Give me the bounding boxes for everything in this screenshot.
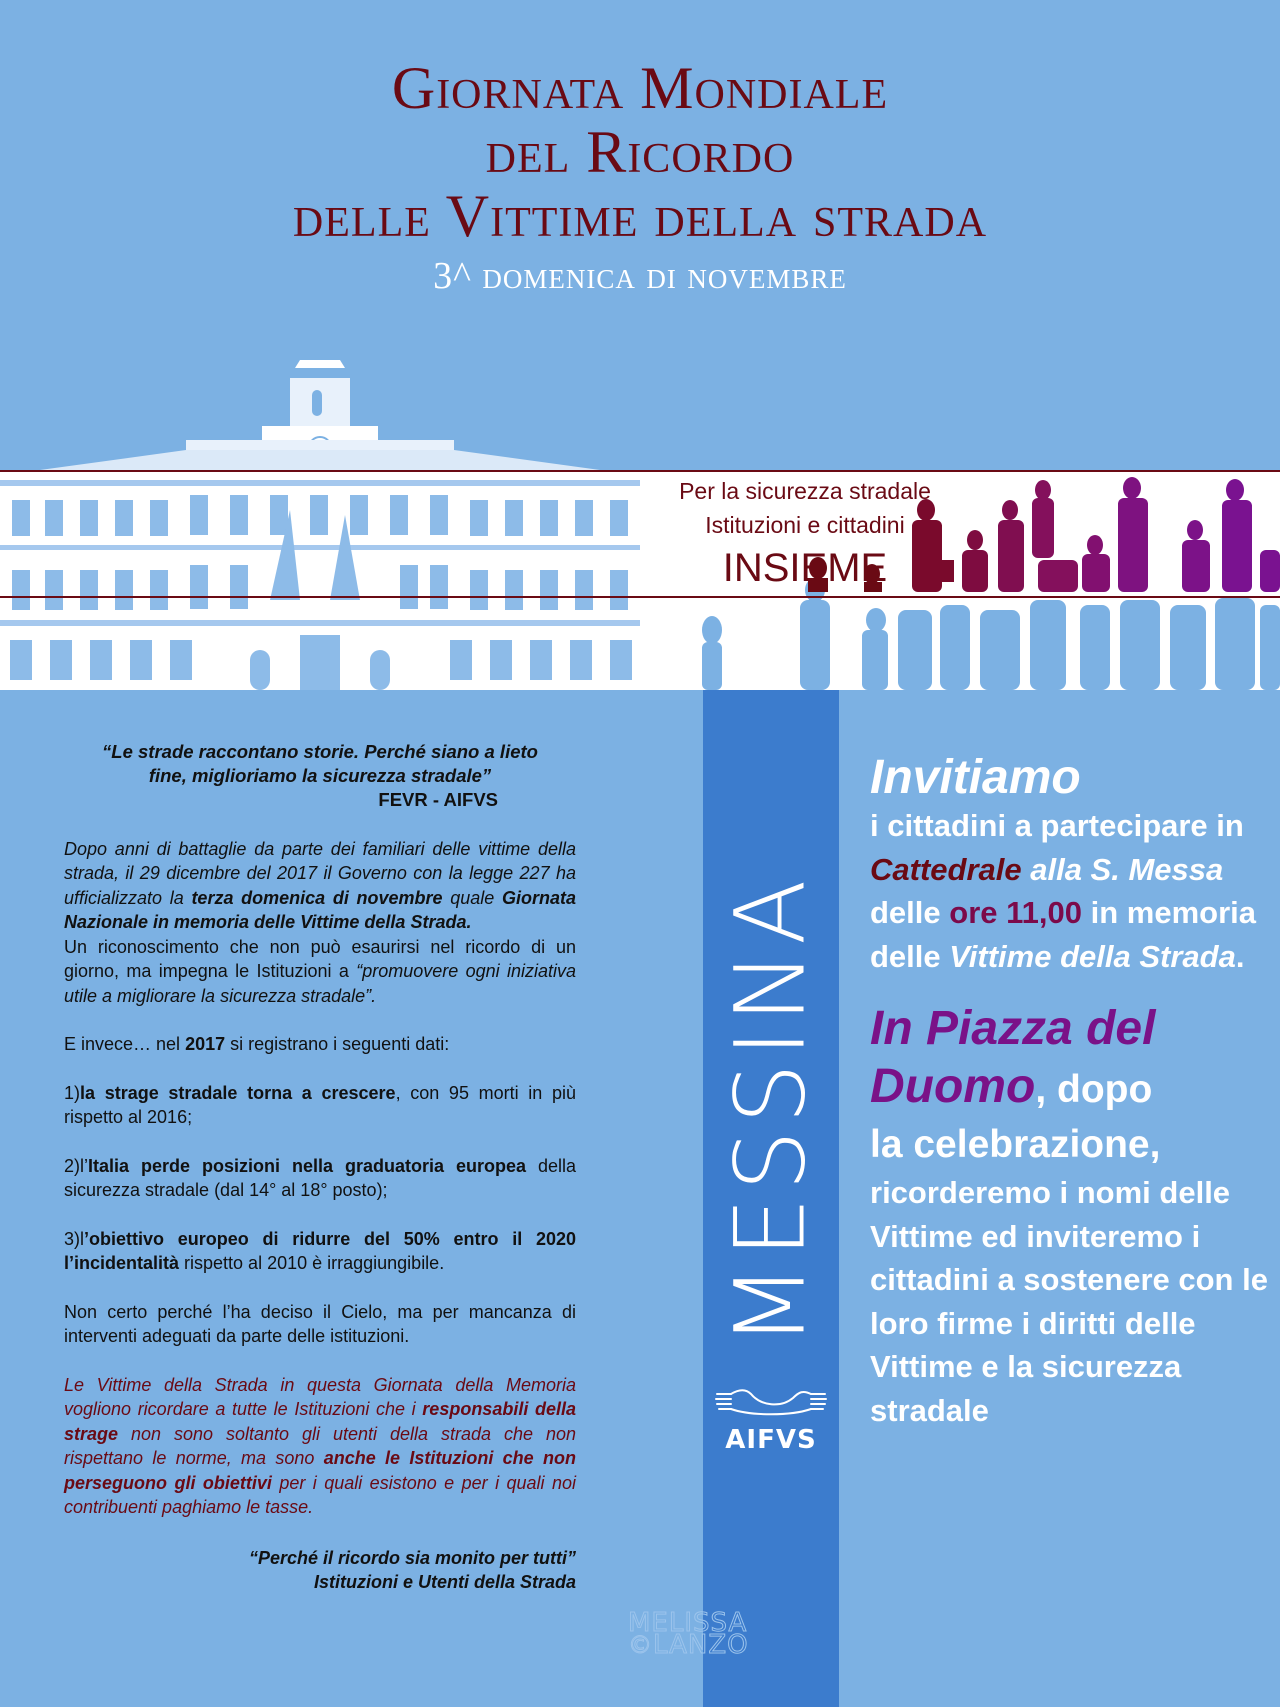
closing-line-2: Istituzioni e Utenti della Strada bbox=[313, 1572, 576, 1592]
text-span: Le Vittime della Strada in questa Giornata della Memoria vogliono ricordare a tutte le Istituzioni che i bbox=[64, 1374, 576, 1419]
text-bold: ’obiettivo europeo di ridurre del 50% entro il 2020 l’incidentalità bbox=[64, 1228, 576, 1273]
list-item-3 bbox=[64, 1227, 576, 1276]
opening-quote bbox=[64, 740, 576, 788]
embracing-hands-icon bbox=[711, 1380, 831, 1420]
text-span: , con 95 morti in più rispetto al 2016; bbox=[64, 1082, 577, 1127]
closing-line-1: “Perché il ricordo sia monito per tutti” bbox=[248, 1547, 576, 1568]
piazza-body: ricorderemo i nomi delle Vittime ed inviteremo i cittadini a sostenere con le loro firme i diritti delle Vittime e la sicurezza stradale bbox=[870, 1175, 1268, 1428]
paragraph-recognition bbox=[64, 935, 576, 1009]
text-span: quale bbox=[442, 887, 502, 908]
text-span: , bbox=[1035, 1068, 1047, 1111]
piazza-section bbox=[870, 1000, 1270, 1432]
text-bold: 2017 bbox=[185, 1034, 226, 1054]
text-span: . bbox=[371, 985, 377, 1006]
text-span: della sicurezza stradale (dal 14° al 18° posto); bbox=[64, 1155, 577, 1200]
slogan-line-1: Per la sicurezza stradale bbox=[679, 478, 931, 504]
text-bold: la strage stradale torna a crescere bbox=[80, 1082, 396, 1103]
list-item-1 bbox=[64, 1081, 576, 1130]
quote-line-2: fine, miglioriamo la sicurezza stradale” bbox=[148, 765, 492, 786]
text-span: alla bbox=[1021, 851, 1091, 887]
text-italic: “promuovere ogni iniziativa utile a migliorare la sicurezza stradale” bbox=[64, 961, 576, 1006]
paragraph-law bbox=[64, 837, 576, 935]
text-span: delle bbox=[870, 895, 950, 930]
event-time: ore 11,00 bbox=[949, 895, 1082, 930]
text-bold: terza domenica di novembre bbox=[191, 887, 443, 908]
subtitle-date: 3^ domenica di novembre bbox=[433, 255, 847, 297]
text-bold: Italia perde posizioni nella graduatoria europea bbox=[88, 1155, 526, 1176]
text-span: Dopo anni di battaglie da parte dei familiari delle vittime della strada, il 29 dicembre del 2017 il Governo con la legge 227 ha ufficializzato la bbox=[64, 838, 576, 908]
item-number: 3) bbox=[64, 1228, 81, 1249]
text-span: Un riconoscimento che non può esaurirsi nel ricordo di un giorno, ma impegna le Istituzioni a bbox=[64, 936, 576, 981]
watermark bbox=[628, 1608, 749, 1660]
parliament-building-icon bbox=[0, 350, 640, 690]
poster-header bbox=[0, 56, 1280, 298]
text-span: in memoria delle bbox=[870, 895, 1256, 974]
banner bbox=[0, 350, 1280, 690]
text-span: si registrano i seguenti dati: bbox=[225, 1034, 450, 1054]
watermark-line-1: MELISSA bbox=[628, 1608, 748, 1638]
text-span: . bbox=[466, 912, 472, 932]
right-column-invitation bbox=[870, 752, 1270, 1432]
city-label bbox=[703, 870, 839, 1350]
text-span: i cittadini a partecipare in bbox=[870, 808, 1244, 843]
location-piazza: In Piazza del Duomo bbox=[870, 1002, 1156, 1113]
logo-text: AIFVS bbox=[725, 1425, 817, 1455]
aifvs-logo bbox=[705, 1380, 837, 1455]
banner-bottom-rule bbox=[0, 596, 1280, 598]
text-span: dopo bbox=[1046, 1068, 1153, 1111]
text-bold: responsabili della strage bbox=[64, 1399, 576, 1444]
text-span: non sono soltanto gli utenti della strada che non rispettano le norme, ma sono bbox=[64, 1423, 576, 1468]
list-item-2 bbox=[64, 1154, 576, 1203]
text-span: l’ bbox=[80, 1155, 89, 1176]
city-name: MESSINA bbox=[715, 873, 827, 1347]
text-span: rispetto al 2010 è irraggiungibile. bbox=[179, 1253, 445, 1273]
item-number: 2) bbox=[64, 1155, 81, 1176]
piazza-heading bbox=[870, 1000, 1270, 1119]
title-line-2: del Ricordo bbox=[485, 119, 795, 185]
banner-slogan bbox=[640, 474, 970, 592]
event-mass: S. Messa bbox=[1090, 851, 1224, 887]
paragraph-cause: Non certo perché l’ha deciso il Cielo, ma per mancanza di interventi adeguati da parte delle istituzioni. bbox=[64, 1301, 576, 1346]
paragraph-2017-data bbox=[64, 1032, 576, 1057]
slogan-line-2: Istituzioni e cittadini bbox=[705, 512, 905, 538]
paragraph-responsibility bbox=[64, 1373, 576, 1520]
text-bold: anche le Istituzioni che non perseguono gli obiettivi bbox=[64, 1448, 576, 1493]
title-line-1: Giornata Mondiale bbox=[391, 55, 889, 121]
location-cathedral: Cattedrale bbox=[870, 851, 1022, 887]
quote-line-1: “Le strade raccontano storie. Perché siano a lieto bbox=[102, 741, 538, 762]
invite-heading: Invitiamo bbox=[870, 751, 1081, 804]
quote-source: FEVR - AIFVS bbox=[378, 789, 498, 810]
item-number: 1) bbox=[64, 1082, 81, 1103]
celebration-line: la celebrazione, bbox=[870, 1123, 1161, 1166]
copyright-icon: © bbox=[628, 1631, 653, 1659]
text-italic: Vittime della Strada bbox=[949, 938, 1236, 974]
text-bold: Giornata Nazionale in memoria delle Vittime della Strada bbox=[64, 887, 577, 932]
banner-top-rule bbox=[0, 470, 1280, 472]
text-span: E invece… nel bbox=[64, 1034, 186, 1054]
text-span: l bbox=[80, 1228, 85, 1249]
slogan-insieme: INSIEME bbox=[722, 546, 888, 590]
invite-body bbox=[870, 804, 1270, 978]
title-line-3: delle Vittime della strada bbox=[292, 183, 988, 249]
closing-quote bbox=[64, 1546, 576, 1595]
text-span: per i quali esistono e per i quali noi contribuenti paghiamo le tasse. bbox=[64, 1472, 576, 1517]
watermark-line-2: LANZO bbox=[653, 1630, 749, 1660]
left-column-text bbox=[64, 740, 576, 1595]
text-span: . bbox=[1235, 938, 1245, 974]
